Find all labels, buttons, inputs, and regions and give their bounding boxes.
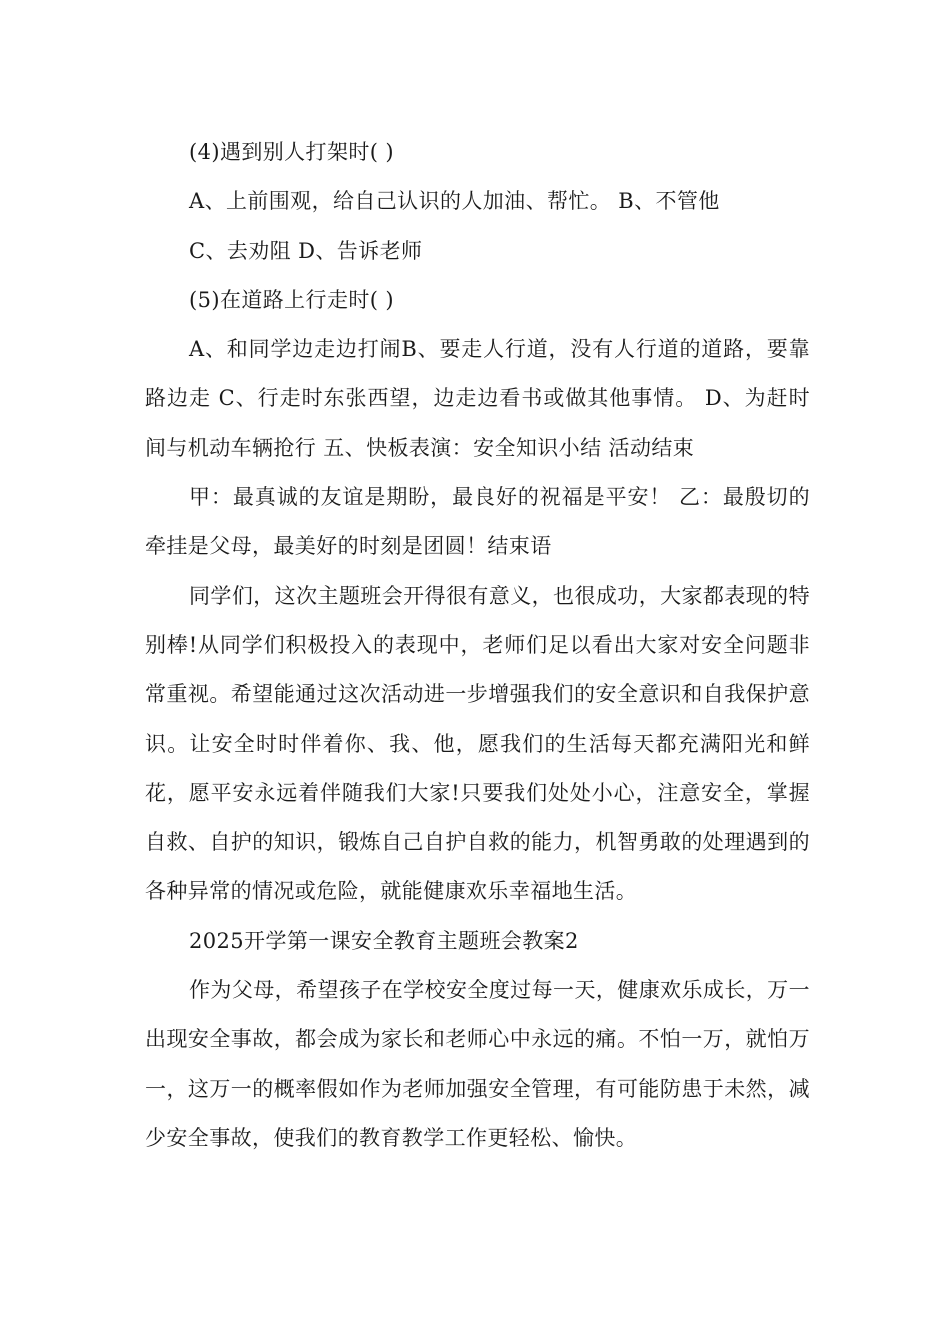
dialogue-paragraph: 甲：最真诚的友谊是期盼，最良好的祝福是平安！ 乙：最殷切的牵挂是父母，最美好的时刻是团圆！结束语	[145, 485, 810, 559]
question-5-prompt: (5)在道路上行走时( )	[189, 287, 395, 312]
question-4-options-ab: A、上前围观，给自己认识的人加油、帮忙。 B、不管他	[189, 189, 720, 214]
question-4-options-cd: C、去劝阻 D、告诉老师	[189, 238, 423, 263]
section-heading: 2025开学第一课安全教育主题班会教案2	[189, 928, 579, 953]
intro-paragraph: 作为父母，希望孩子在学校安全度过每一天，健康欢乐成长，万一出现安全事故，都会成为家长和老师心中永远的痛。不怕一万，就怕万一，这万一的概率假如作为老师加强安全管理，有可能防患于未然，减少安全事故，使我们的教育教学工作更轻松、愉快。	[145, 978, 810, 1150]
closing-paragraph: 同学们，这次主题班会开得很有意义，也很成功，大家都表现的特别棒!从同学们积极投入的表现中，老师们足以看出大家对安全问题非常重视。希望能通过这次活动进一步增强我们的安全意识和自我保护意识。让安全时时伴着你、我、他，愿我们的生活每天都充满阳光和鲜花，愿平安永远着伴随我们大家!只要我们处处小心，注意安全，掌握自救、自护的知识，锻炼自己自护自救的能力，机智勇敢的处理遇到的各种异常的情况或危险，就能健康欢乐幸福地生活。	[145, 583, 810, 904]
question-4-prompt: (4)遇到别人打架时( )	[189, 140, 395, 164]
question-5-options: A、和同学边走边打闹B、要走人行道，没有人行道的道路，要靠路边走 C、行走时东张西望，边走边看书或做其他事情。 D、为赶时间与机动车辆抢行 五、快板表演：安全知识小结 活动结束	[145, 337, 810, 460]
document-body	[145, 128, 810, 1163]
